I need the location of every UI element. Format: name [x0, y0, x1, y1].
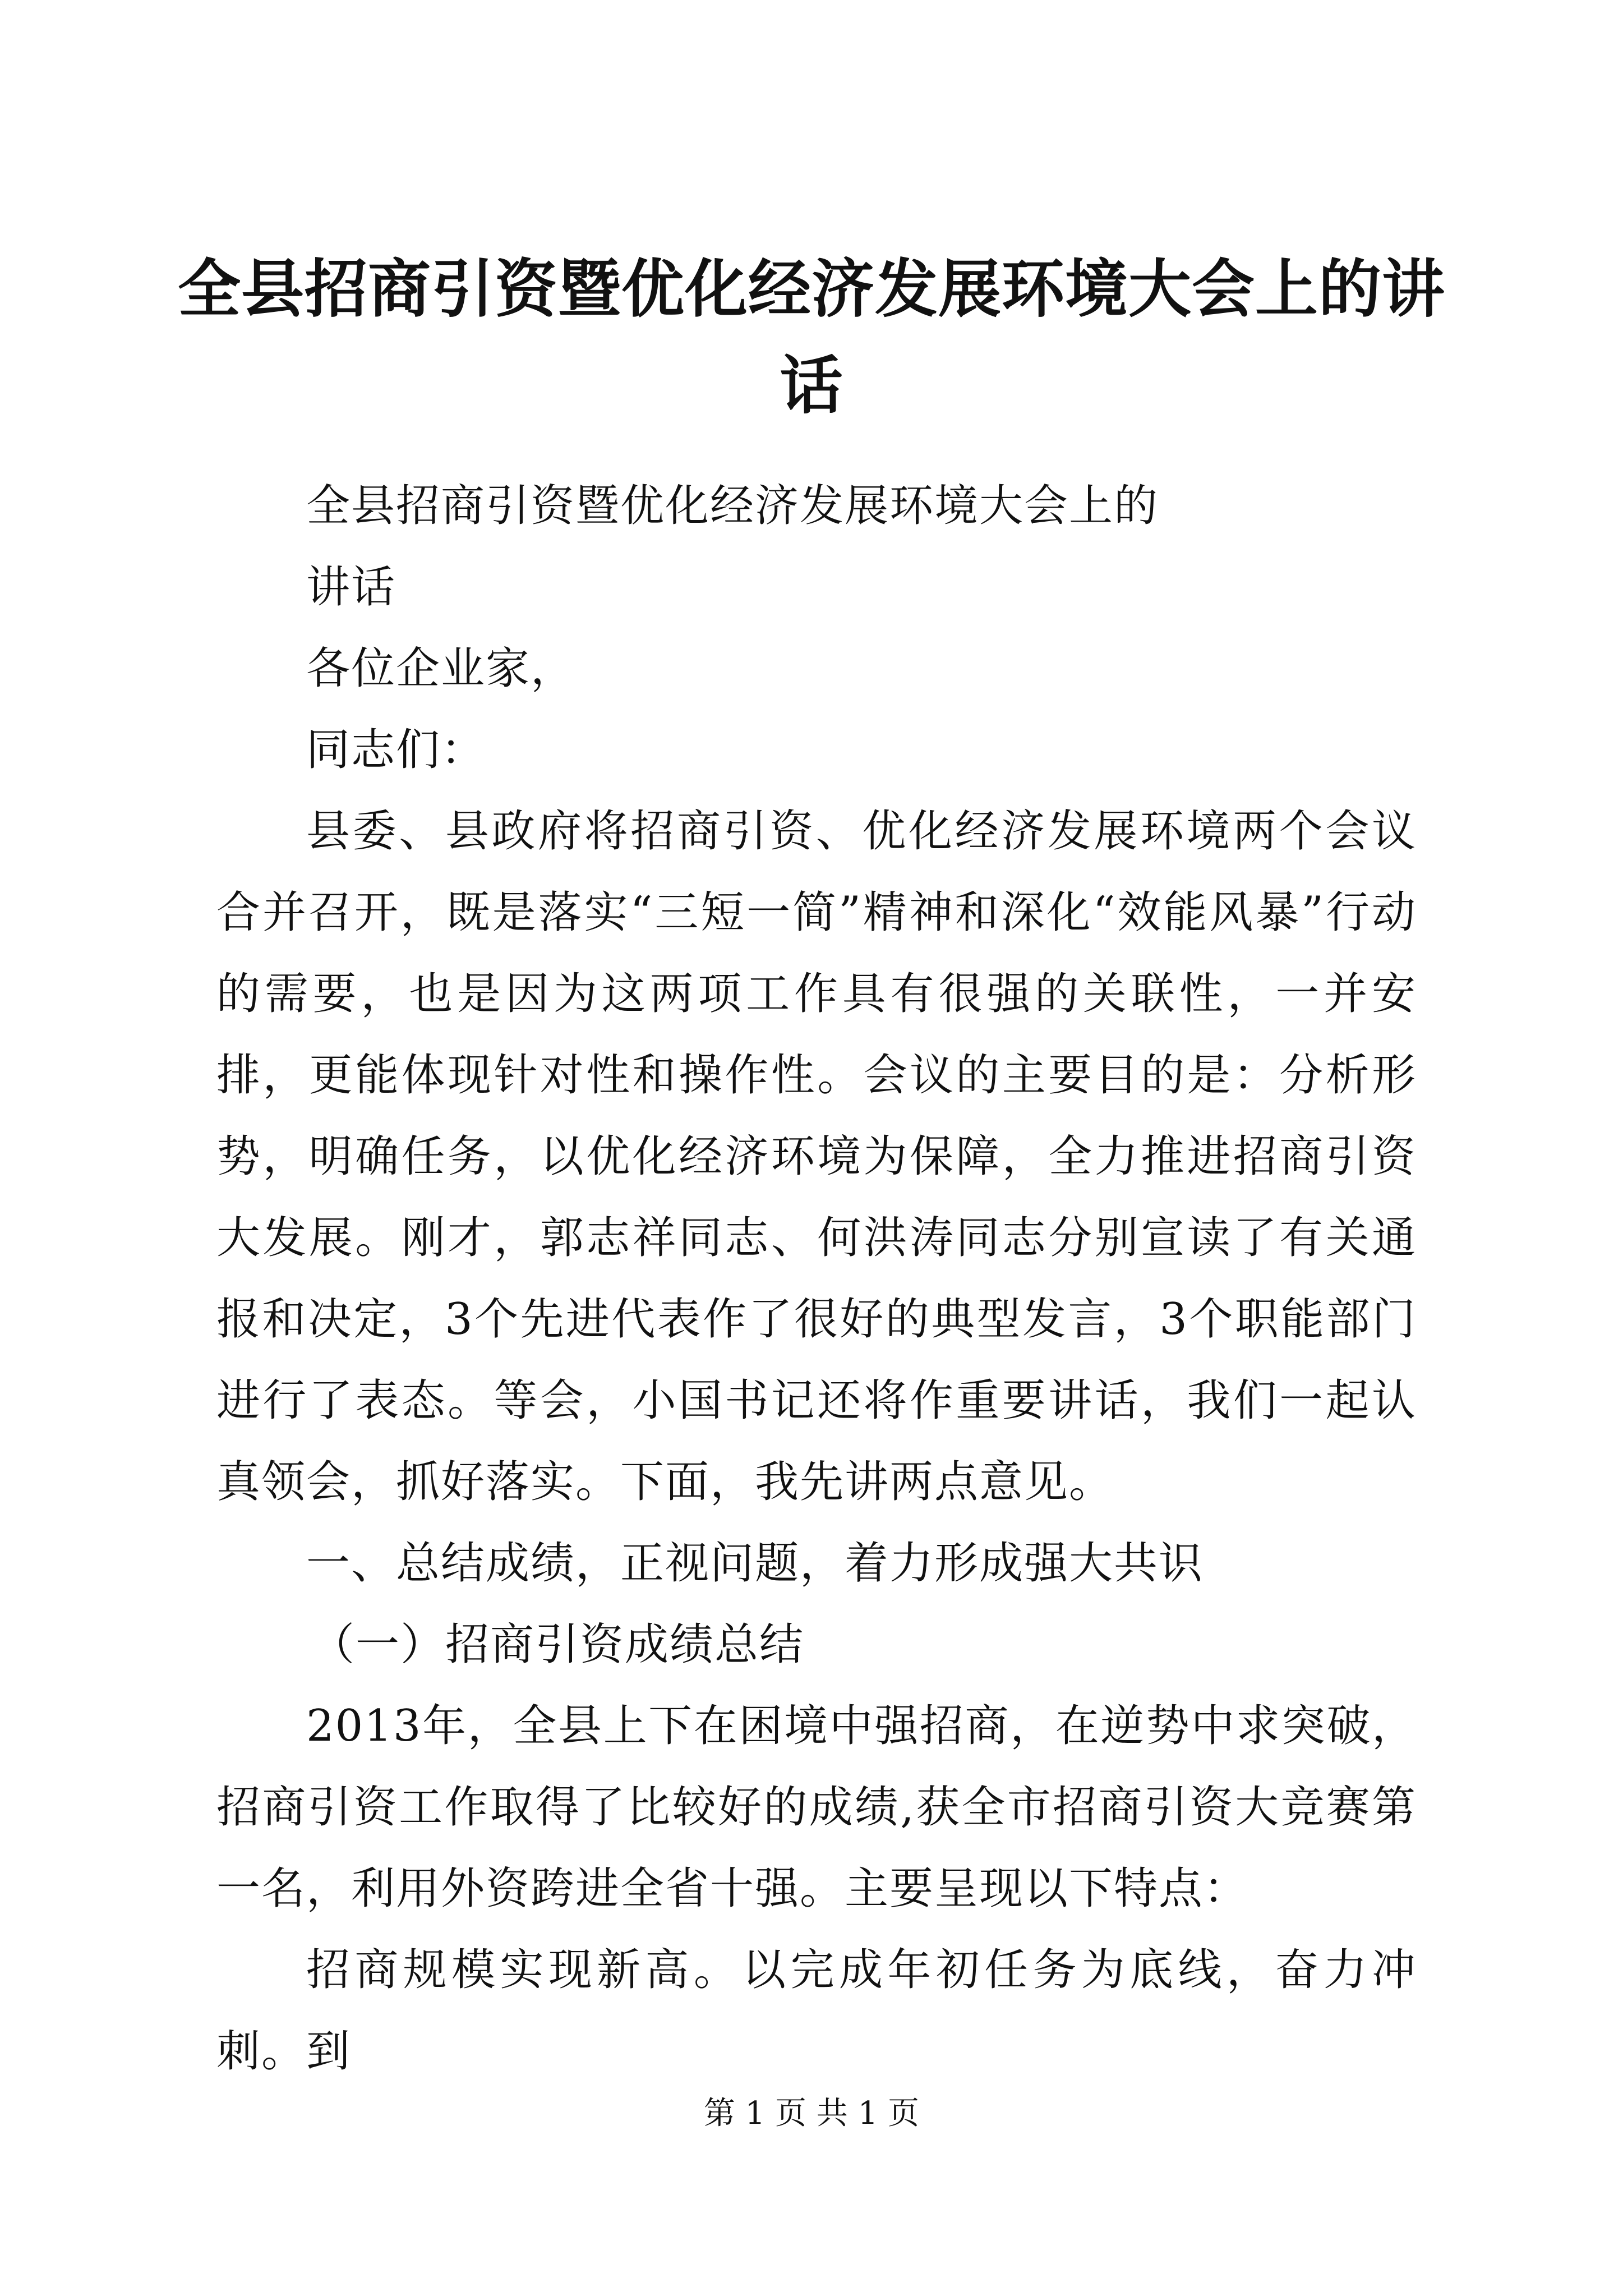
- paragraph-subtitle-line-2: 讲话: [306, 562, 396, 613]
- page-footer: 第 1 页 共 1 页: [703, 2095, 920, 2132]
- paragraph-scale: 招商规模实现新高。以完成年初任务为底线，奋力冲刺。到: [216, 1945, 1417, 2077]
- subsection-heading-1: （一）招商引资成绩总结: [311, 1619, 805, 1670]
- paragraph-intro: 县委、县政府将招商引资、优化经济发展环境两个会议合并召开，既是落实“三短一简”精神和深化“效能风暴”行动的需要，也是因为这两项工作具有很强的关联性，一并安排，更能体现针对性和操作性。会议的主要目的是：分析形势，明确任务，以优化经济环境为保障，全力推进招商引资大发展。刚才，郭志祥同志、何洪涛同志分别宣读了有关通报和决定，3个先进代表作了很好的典型发言，3个职能部门进行了表态。等会，小国书记还将作重要讲话，我们一起认真领会，抓好落实。下面，我先讲两点意见。: [216, 806, 1417, 1507]
- paragraph-salutation-2: 同志们：: [306, 725, 486, 775]
- paragraph-salutation-1: 各位企业家，: [306, 643, 576, 694]
- document-title: 全县招商引资暨优化经济发展环境大会上的讲话: [178, 252, 1445, 422]
- section-heading-1: 一、总结成绩，正视问题，着力形成强大共识: [306, 1538, 1204, 1589]
- paragraph-subtitle-line-1: 全县招商引资暨优化经济发展环境大会上的: [306, 481, 1159, 531]
- document-body: [216, 466, 1417, 2092]
- paragraph-2013-summary: 2013年，全县上下在困境中强招商，在逆势中求突破，招商引资工作取得了比较好的成绩,获全市招商引资大竞赛第一名，利用外资跨进全省十强。主要呈现以下特点：: [216, 1701, 1417, 1914]
